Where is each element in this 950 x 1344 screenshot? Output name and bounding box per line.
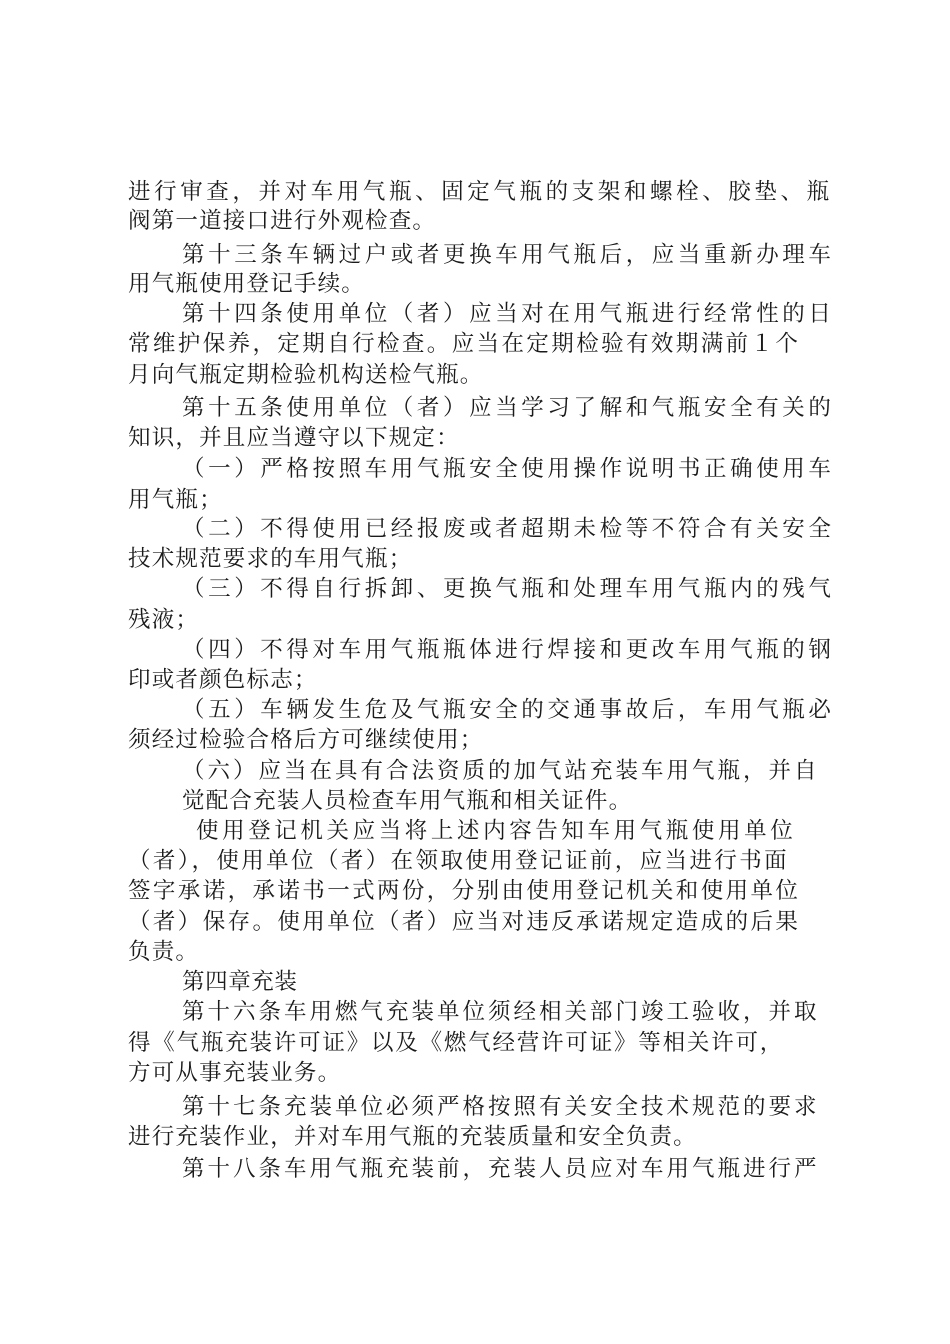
- text-line: 残液；: [128, 607, 200, 633]
- text-line: （五）车辆发生危及气瓶安全的交通事故后，车用气瓶必: [182, 697, 835, 723]
- text-line: 常维护保养，定期自行检查。应当在定期检验有效期满前１个: [128, 331, 801, 357]
- text-line: 月向气瓶定期检验机构送检气瓶。: [128, 362, 484, 388]
- text-line: 得《气瓶充装许可证》以及《燃气经营许可证》等相关许可，: [128, 1030, 785, 1056]
- text-line: 负责。: [128, 939, 200, 965]
- text-line: 方可从事充装业务。: [128, 1060, 342, 1086]
- text-line: （一）严格按照车用气瓶安全使用操作说明书正确使用车: [182, 456, 835, 482]
- text-line: 第十四条使用单位（者）应当对在用气瓶进行经常性的日: [182, 301, 835, 327]
- text-line: （四）不得对车用气瓶瓶体进行焊接和更改车用气瓶的钢: [182, 637, 835, 663]
- text-line: 第十六条车用燃气充装单位须经相关部门竣工验收，并取: [182, 999, 820, 1025]
- text-line: 第十八条车用气瓶充装前，充装人员应对车用气瓶进行严: [182, 1156, 820, 1182]
- text-line: 阀第一道接口进行外观检查。: [128, 208, 437, 234]
- text-line: （三）不得自行拆卸、更换气瓶和处理车用气瓶内的残气: [182, 576, 835, 602]
- text-line: 第十五条使用单位（者）应当学习了解和气瓶安全有关的: [182, 395, 835, 421]
- text-line: （者），使用单位（者）在领取使用登记证前，应当进行书面: [128, 848, 790, 874]
- text-line: 用气瓶使用登记手续。: [128, 271, 366, 297]
- text-line: 技术规范要求的车用气瓶；: [128, 546, 413, 572]
- text-line: 印或者颜色标志；: [128, 667, 318, 693]
- chapter-heading: 第四章充装: [182, 969, 298, 995]
- text-line: 进行充装作业，并对车用气瓶的充装质量和安全负责。: [128, 1124, 697, 1150]
- text-line: 用气瓶；: [128, 487, 223, 513]
- text-line: 第十三条车辆过户或者更换车用气瓶后，应当重新办理车: [182, 242, 835, 268]
- text-line: 须经过检验合格后方可继续使用；: [128, 727, 484, 753]
- text-line: 签字承诺，承诺书一式两份，分别由使用登记机关和使用单位: [128, 878, 801, 904]
- text-line: 第十七条充装单位必须严格按照有关安全技术规范的要求: [182, 1094, 820, 1120]
- text-line: （者）保存。使用单位（者）应当对违反承诺规定造成的后果: [128, 909, 801, 935]
- text-line: 觉配合充装人员检查车用气瓶和相关证件。: [182, 788, 633, 814]
- text-line: 进行审查，并对车用气瓶、固定气瓶的支架和螺栓、胶垫、瓶: [128, 179, 833, 205]
- text-line: （六）应当在具有合法资质的加气站充装车用气瓶，并自: [182, 758, 820, 784]
- text-line: （二）不得使用已经报废或者超期未检等不符合有关安全: [182, 516, 835, 542]
- text-line: 使用登记机关应当将上述内容告知车用气瓶使用单位: [196, 818, 797, 844]
- text-line: 知识，并且应当遵守以下规定：: [128, 425, 460, 451]
